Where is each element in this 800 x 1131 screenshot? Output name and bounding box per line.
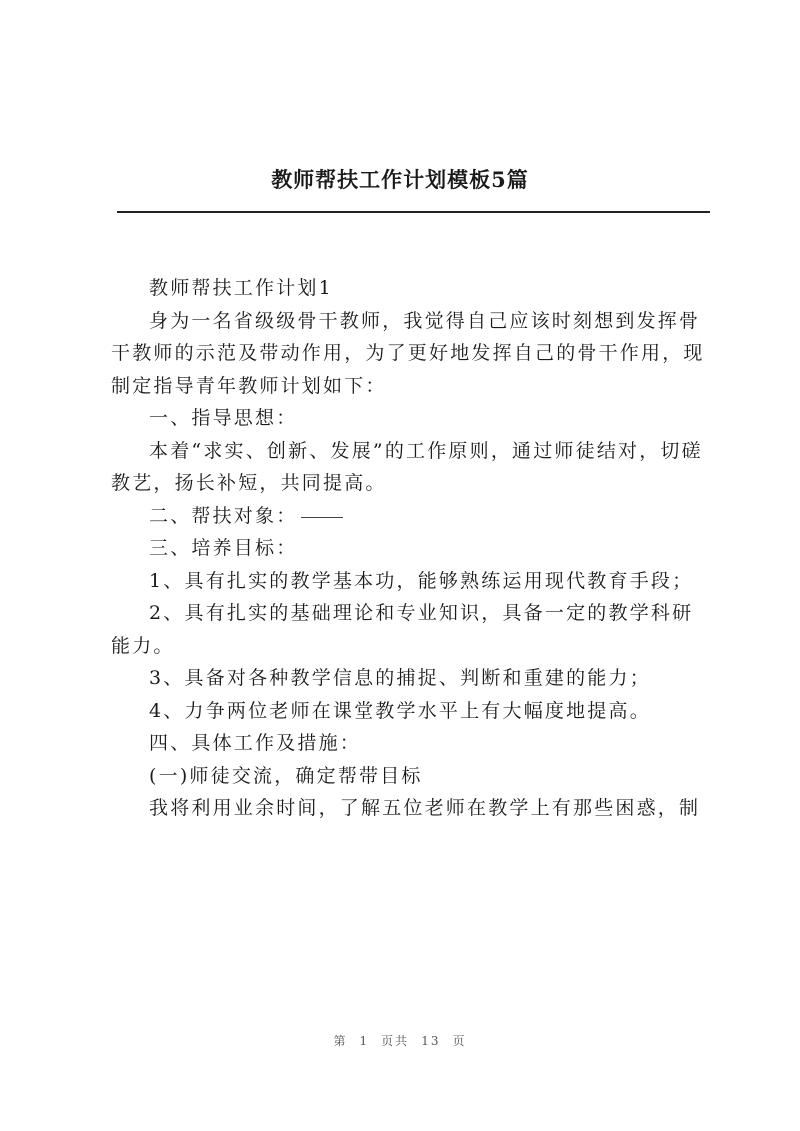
document-title: 教师帮扶工作计划模板5篇 <box>271 167 529 192</box>
fill-in-blank <box>301 516 343 518</box>
footer-suffix: 页 <box>452 1034 467 1048</box>
subsection-heading: (一)师徒交流，确定帮带目标 <box>149 764 423 787</box>
page-footer <box>0 1032 800 1049</box>
paragraph-heading: 教师帮扶工作计划1 <box>149 277 333 299</box>
section-heading-label: 二、帮扶对象： <box>149 504 298 527</box>
title-underline <box>117 211 710 213</box>
section-heading: 三、培养目标： <box>149 537 298 559</box>
footer-middle: 页共 <box>381 1034 410 1048</box>
section-heading: 四、具体工作及措施： <box>149 732 362 754</box>
paragraph: 本着“求实、创新、发展”的工作原则，通过师徒结对，切磋教艺，扬长补短，共同提高。 <box>111 439 703 494</box>
paragraph: 身为一名省级级骨干教师，我觉得自己应该时刻想到发挥骨干教师的示范及带动作用，为了更好地发挥自己的骨干作用，现制定指导青年教师计划如下： <box>111 309 705 397</box>
list-item: 4、力争两位老师在课堂教学水平上有大幅度地提高。 <box>149 699 651 722</box>
list-item: 3、具备对各种教学信息的捕捉、判断和重建的能力； <box>149 667 651 689</box>
list-item: 2、具有扎实的基础理论和专业知识，具备一定的教学科研能力。 <box>111 602 694 657</box>
section-heading: 一、指导思想： <box>149 407 298 429</box>
paragraph: 我将利用业余时间，了解五位老师在教学上有那些困惑，制 <box>149 797 701 819</box>
document-body <box>111 272 711 825</box>
page-number: 1 <box>359 1034 370 1048</box>
total-pages: 13 <box>421 1034 441 1048</box>
list-item: 1、具有扎实的教学基本功，能够熟练运用现代教育手段； <box>149 569 694 592</box>
section-heading-with-blank <box>111 500 711 533</box>
footer-prefix: 第 <box>333 1034 348 1048</box>
